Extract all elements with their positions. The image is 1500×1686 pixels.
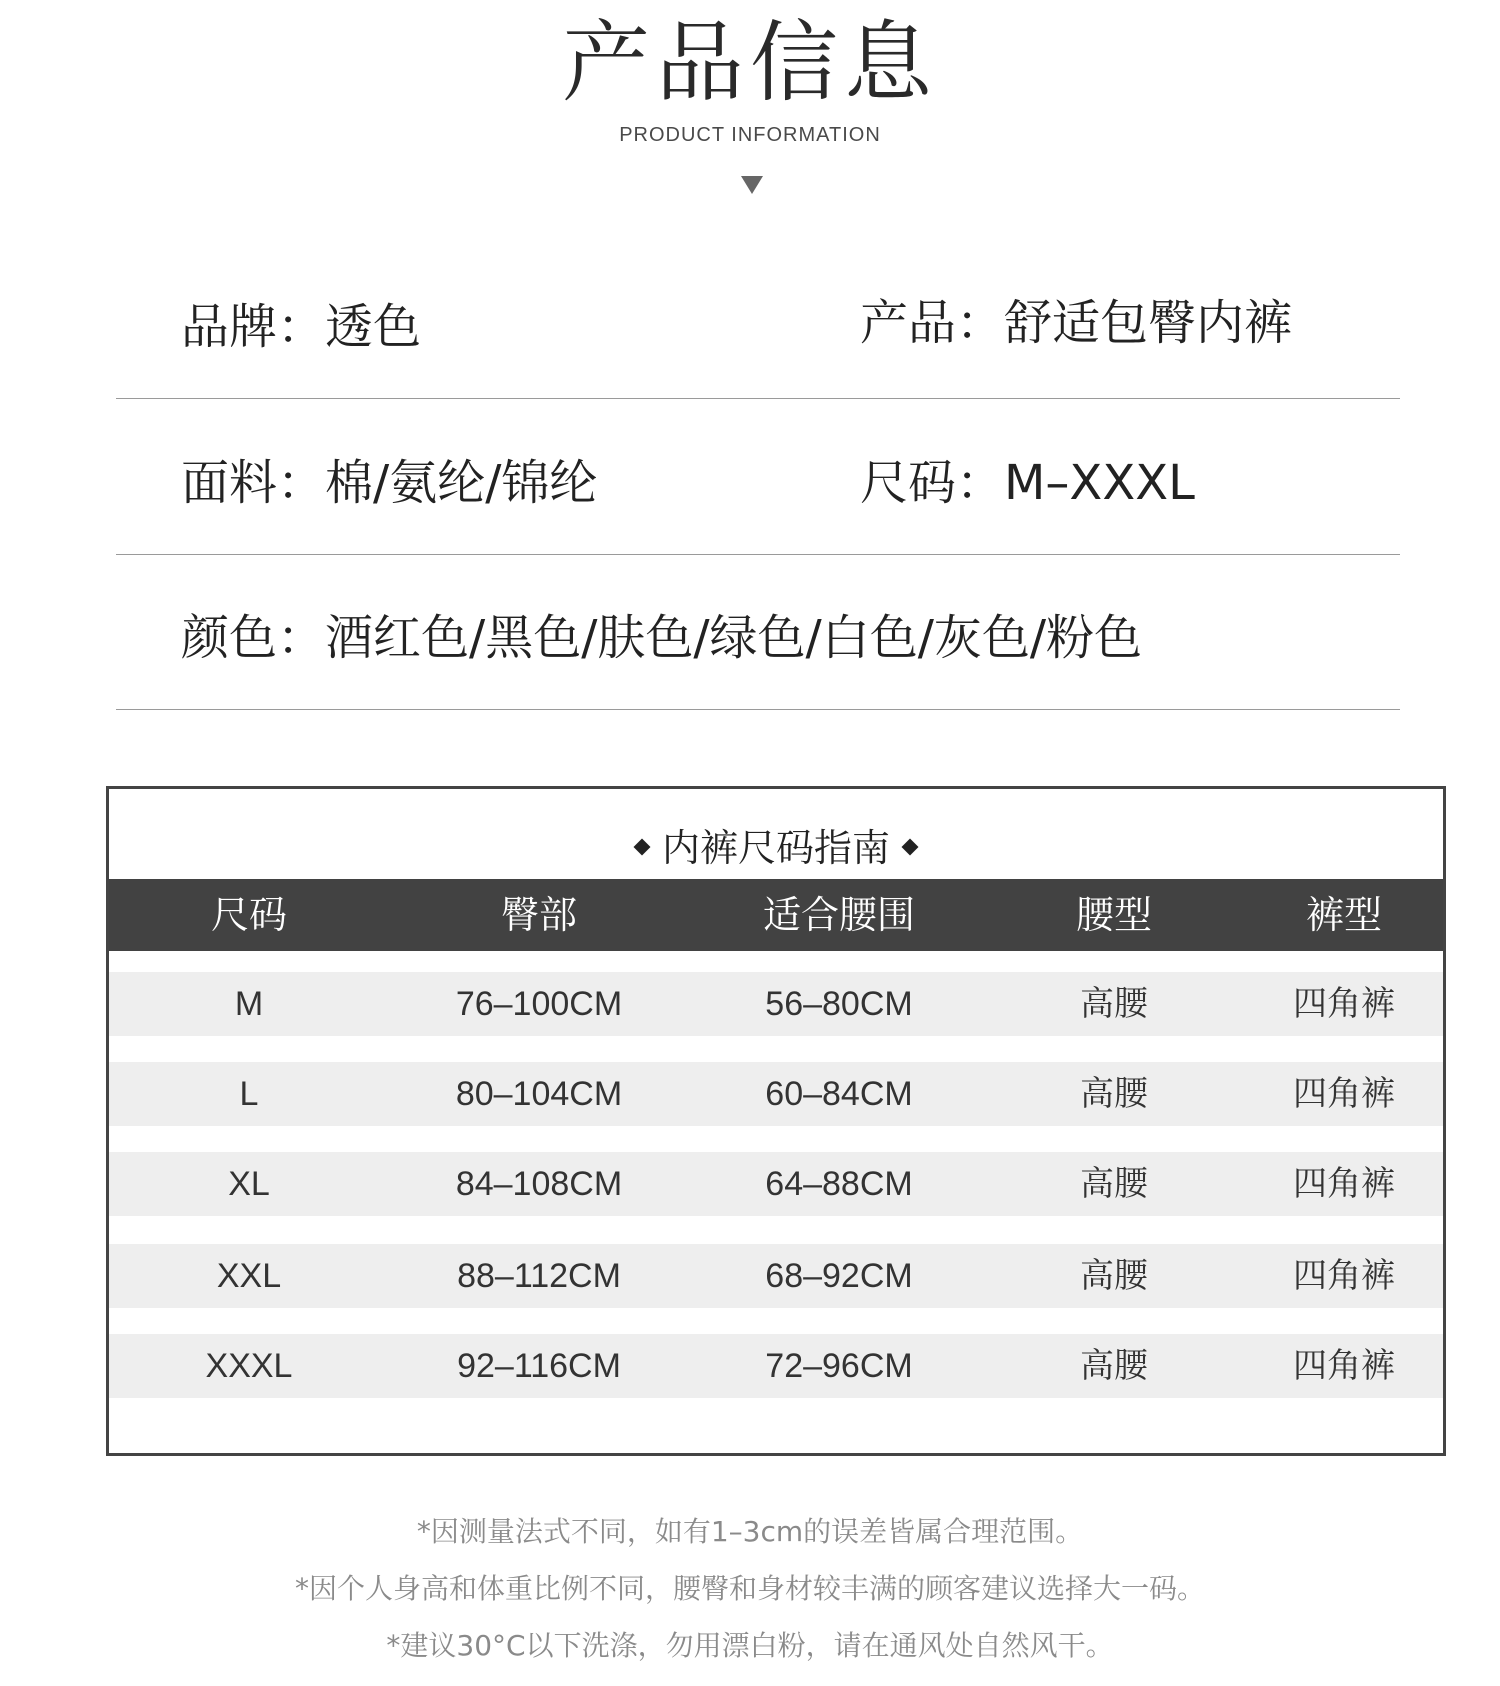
table-cell: 四角裤 <box>1293 1347 1395 1385</box>
size-info <box>860 444 1195 513</box>
table-cell: 84–108CM <box>455 1165 623 1203</box>
column-header-pant-type: 裤型 <box>1305 893 1382 937</box>
color-value: 酒红色/黑色/肤色/绿色/白色/灰色/粉色 <box>325 610 1143 666</box>
brand-info <box>181 288 421 357</box>
size-value: M–XXXL <box>1004 455 1195 511</box>
column-header-hip: 臀部 <box>500 893 577 937</box>
page-title: 产品信息 <box>561 11 938 114</box>
table-cell: 四角裤 <box>1293 1165 1395 1203</box>
color-label: 颜色： <box>181 610 326 666</box>
size-guide-table <box>106 786 1446 1456</box>
table-cell: 高腰 <box>1080 1165 1148 1203</box>
note-size-advice: *因个人身高和体重比例不同，腰臀和身材较丰满的顾客建议选择大一码。 <box>294 1572 1205 1605</box>
table-cell: 56–80CM <box>765 985 913 1023</box>
table-row <box>109 972 1443 1036</box>
table-cell: L <box>239 1075 259 1113</box>
size-label: 尺码： <box>860 455 1005 511</box>
table-cell: M <box>234 985 264 1023</box>
table-row <box>109 1244 1443 1308</box>
table-row <box>109 1062 1443 1126</box>
table-row <box>109 1152 1443 1216</box>
table-cell: 92–116CM <box>457 1347 621 1385</box>
brand-label: 品牌： <box>181 299 326 355</box>
table-cell: XXXL <box>205 1347 293 1385</box>
column-header-waist: 适合腰围 <box>762 893 915 937</box>
table-cell: 高腰 <box>1080 1347 1148 1385</box>
size-guide-title: 内裤尺码指南 <box>661 826 890 870</box>
note-measurement: *因测量法式不同，如有1–3cm的误差皆属合理范围。 <box>416 1515 1084 1548</box>
brand-value: 透色 <box>325 299 422 355</box>
column-header-size: 尺码 <box>210 893 287 937</box>
table-cell: 68–92CM <box>765 1257 913 1295</box>
table-cell: 72–96CM <box>765 1347 913 1385</box>
table-cell: 高腰 <box>1080 985 1148 1023</box>
triangle-down-icon <box>741 176 763 194</box>
fabric-value: 棉/氨纶/锦纶 <box>325 455 598 511</box>
table-cell: 80–104CM <box>455 1075 623 1113</box>
product-info <box>860 284 1292 353</box>
product-label: 产品： <box>860 295 1005 351</box>
table-cell: 76–100CM <box>455 985 623 1023</box>
table-cell: XXL <box>216 1257 282 1295</box>
diamond-icon <box>633 838 650 855</box>
table-cell: 四角裤 <box>1293 1257 1395 1295</box>
table-cell: XL <box>228 1165 270 1203</box>
diamond-icon <box>902 838 919 855</box>
info-row-color <box>116 555 1400 710</box>
info-row-brand-product <box>116 244 1400 399</box>
fabric-label: 面料： <box>181 455 326 511</box>
column-header-waist-type: 腰型 <box>1075 893 1152 937</box>
table-cell: 四角裤 <box>1293 985 1395 1023</box>
note-washing: *建议30°C以下洗涤，勿用漂白粉，请在通风处自然风干。 <box>386 1629 1114 1662</box>
table-cell: 四角裤 <box>1293 1075 1395 1113</box>
table-header <box>109 879 1443 951</box>
page-subtitle: PRODUCT INFORMATION <box>619 124 881 146</box>
table-cell: 60–84CM <box>765 1075 913 1113</box>
table-row <box>109 1334 1443 1398</box>
size-guide-heading <box>109 817 1443 872</box>
table-cell: 88–112CM <box>457 1257 621 1295</box>
table-cell: 64–88CM <box>765 1165 913 1203</box>
info-row-fabric-size <box>116 400 1400 555</box>
table-cell: 高腰 <box>1080 1075 1148 1113</box>
fabric-info <box>181 444 597 513</box>
product-value: 舒适包臀内裤 <box>1004 295 1293 351</box>
color-info <box>181 599 1142 668</box>
table-cell: 高腰 <box>1080 1257 1148 1295</box>
